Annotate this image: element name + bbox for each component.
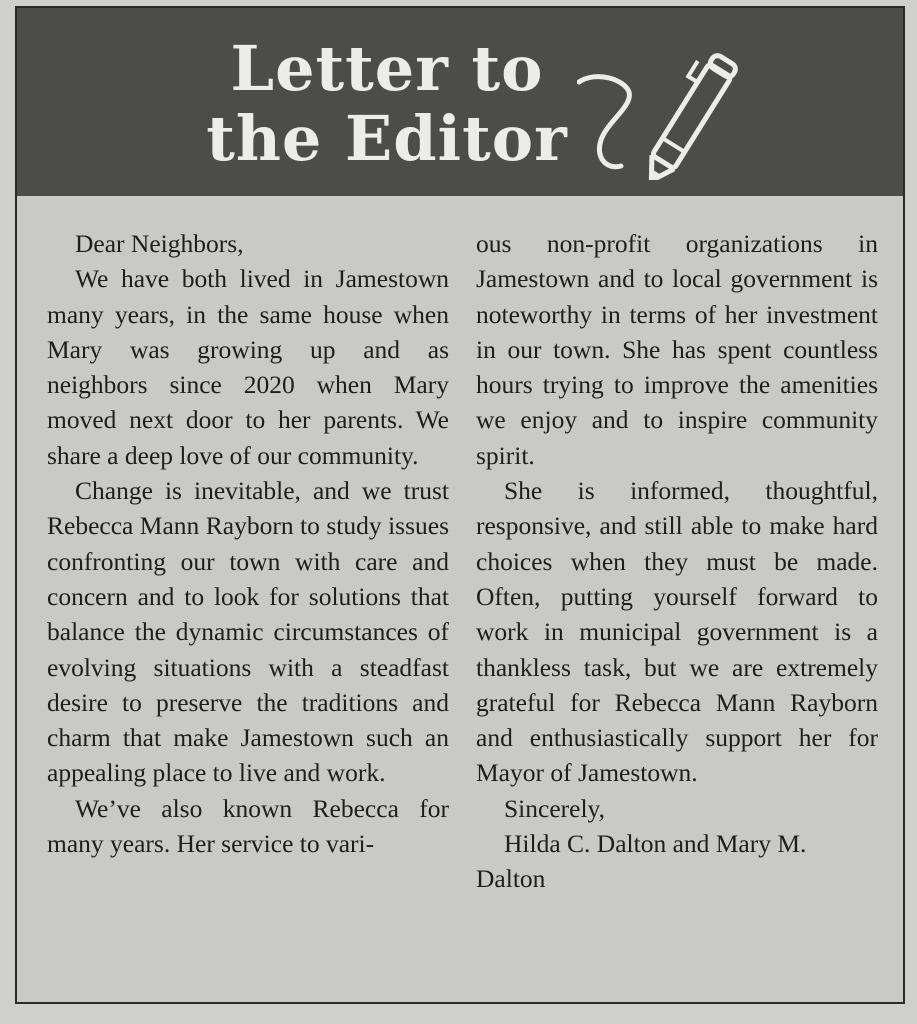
header-banner — [17, 8, 903, 196]
page-title — [187, 34, 587, 174]
letter-box — [15, 6, 905, 1004]
signature: Hilda C. Dalton and Mary M. Dalton — [476, 829, 807, 894]
closing: Sincerely, — [504, 793, 606, 823]
paragraph-3-continued: ous non-profit organizations in Jamestown and to local government is noteworthy in terms of her investment in our town. She has spent countless hours trying to improve the amenities we enjoy and to inspire community spirit. — [476, 229, 878, 470]
paragraph-1: We have both lived in Jamestown many years, in the same house when Mary was growing up and as neighbors since 2020 when Mary moved next door to her parents. We share a deep love of our community. — [47, 264, 449, 470]
left-column — [47, 226, 449, 861]
right-column — [476, 226, 878, 897]
title-line-1: Letter to — [230, 32, 544, 105]
salutation: Dear Neighbors, — [75, 229, 244, 258]
pen-icon — [577, 30, 747, 180]
paragraph-2: Change is inevitable, and we trust Rebecca Mann Rayborn to study issues confronting our town with care and concern and to look for solutions that balance the dynamic circumstances of evolving situations with a steadfast desire to preserve the traditions and charm that make Jamestown such an appealing place to live and work. — [47, 476, 449, 788]
paragraph-3: We’ve also known Rebecca for many years. Her service to vari- — [47, 793, 449, 859]
paragraph-4: She is informed, thoughtful, responsive, and still able to make hard choices when they must be made. Often, putting yourself forward to work in municipal government is a thankless task, but we are extremely grateful for Rebecca Mann Rayborn and enthusiastically support her for Mayor of Jamestown. — [476, 476, 878, 788]
title-line-2: the Editor — [206, 102, 568, 175]
